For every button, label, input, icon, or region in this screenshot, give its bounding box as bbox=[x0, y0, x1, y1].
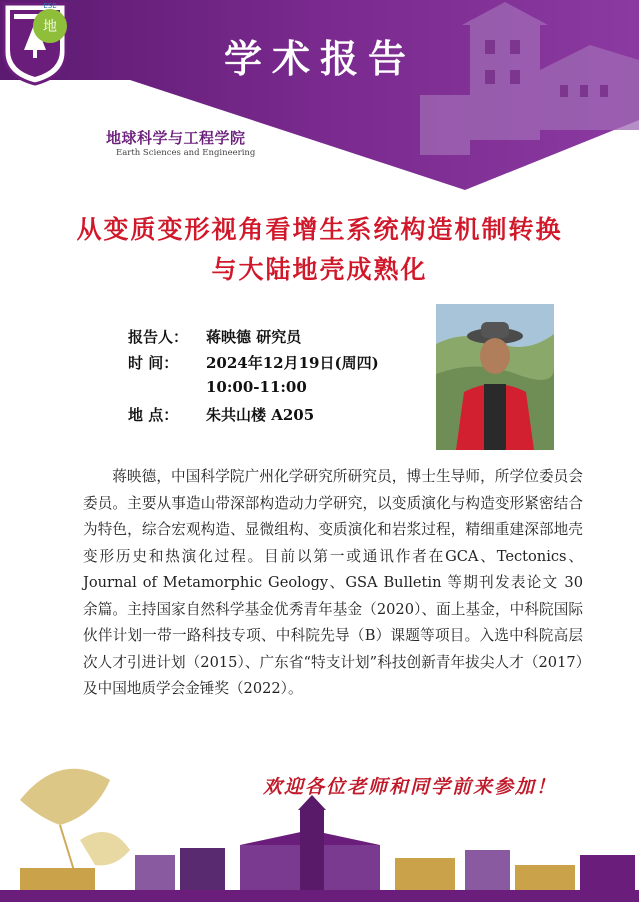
school-name: 地球科学与工程学院 bbox=[106, 129, 246, 147]
talk-title bbox=[20, 210, 619, 290]
time-row-2 bbox=[128, 378, 379, 404]
ese-logo-icon bbox=[0, 0, 160, 75]
banner-title: 学术报告 bbox=[223, 36, 416, 81]
time-value-2: 10:00-11:00 bbox=[206, 378, 307, 396]
talk-title-line1: 从变质变形视角看增生系统构造机制转换 bbox=[76, 215, 563, 244]
header-banner bbox=[0, 0, 639, 200]
speaker-photo bbox=[436, 304, 554, 450]
welcome-message: 欢迎各位老师和同学前来参加！ bbox=[262, 776, 557, 798]
time-label: 时 间： bbox=[128, 354, 179, 372]
talk-title-line2: 与大陆地壳成熟化 bbox=[211, 255, 428, 284]
place-value: 朱共山楼 A205 bbox=[206, 406, 315, 424]
ese-badge-char: 地 bbox=[43, 19, 57, 35]
speaker-bio: 蒋映德，中国科学院广州化学研究所研究员，博士生导师，所学位委员会委员。主要从事造山带深部构造动力学研究，以变质演化与构造变形紧密结合为特色，综合宏观构造、显微组构、变质演化和岩浆过程，精细重建深部地壳变形历史和热演化过程。目前以第一或通讯作者在GCA、Tectonics、Journal of Metamorphic Geology、GSA Bulletin 等期刊发表论文 30 余篇。主持国家自然科学基金优秀青年基金（2020）、面上基金，中科院国际伙伴计划一带一路科技专项、中科院先导（B）课题等项目。入选中科院高层次人才引进计划（2015）、广东省“特支计划”科技创新青年拔尖人才（2017）及中国地质学会金锤奖（2022）。 bbox=[83, 468, 583, 697]
school-name-en: Earth Sciences and Engineering bbox=[116, 148, 256, 158]
speaker-row bbox=[128, 326, 379, 352]
talk-info bbox=[128, 326, 379, 430]
place-label: 地 点： bbox=[128, 406, 179, 424]
time-row bbox=[128, 352, 379, 378]
time-value: 2024年12月19日(周四) bbox=[206, 354, 379, 372]
footer-decoration bbox=[0, 740, 639, 902]
speaker-value: 蒋映德 研究员 bbox=[206, 328, 302, 346]
place-row bbox=[128, 404, 379, 430]
speaker-label: 报告人： bbox=[128, 328, 189, 346]
ese-badge-text: ESE bbox=[43, 2, 57, 10]
